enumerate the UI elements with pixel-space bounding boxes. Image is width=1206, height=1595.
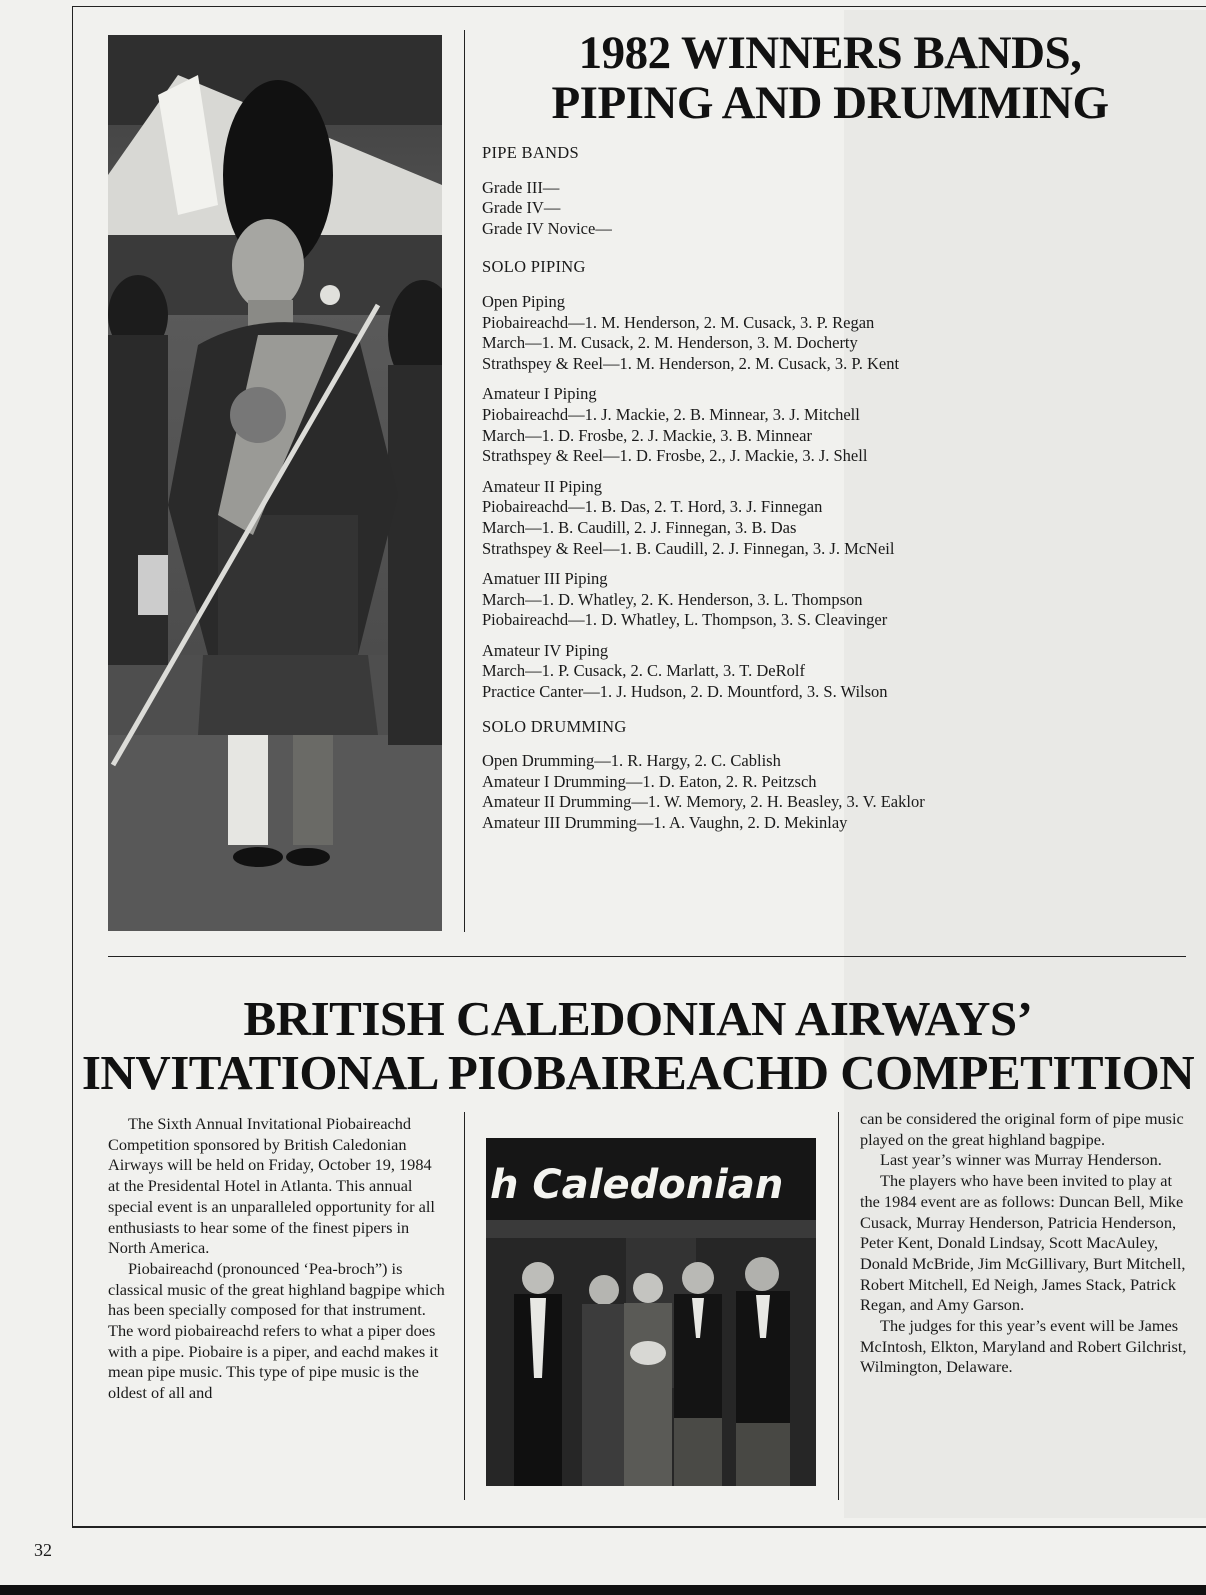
article-paragraph: can be considered the original form of pipe music played on the great highland bagpipe. [860,1109,1184,1149]
result-line: Strathspey & Reel—1. D. Frosbe, 2., J. Mackie, 3. J. Shell [482,446,868,466]
open-piping-group [482,292,1042,374]
result-line: Amateur IV Piping [482,640,609,660]
result-line: Strathspey & Reel—1. M. Henderson, 2. M. Cusack, 3. P. Kent [482,353,900,373]
result-line: Piobaireachd—1. M. Henderson, 2. M. Cusack, 3. P. Regan [482,312,875,332]
result-line: Piobaireachd—1. B. Das, 2. T. Hord, 3. J. Finnegan [482,497,823,517]
result-line: March—1. D. Whatley, 2. K. Henderson, 3. L. Thompson [482,589,863,609]
photo-banner-text: h Caledonian [490,1162,784,1208]
amateur-1-piping-group [482,384,1042,466]
result-line: Grade IV— [482,198,561,218]
amateur-2-piping-group [482,477,1042,559]
frame-top-rule [72,6,1206,7]
section-heading-solo-drumming: SOLO DRUMMING [482,716,627,736]
section-divider [108,956,1186,957]
solo-drumming-group [482,751,1042,833]
result-line: Grade III— [482,177,560,197]
result-line: Amatuer III Piping [482,569,608,589]
piper-photo [108,35,442,931]
frame-bottom-rule [72,1526,1206,1528]
pipe-bands-group [482,178,1042,240]
winners-headline-line1: 1982 WINNERS BANDS, [578,27,1082,79]
winners-headline-line2: PIPING AND DRUMMING [551,77,1109,129]
page-number: 32 [34,1540,52,1560]
section-heading-solo-piping: SOLO PIPING [482,257,586,277]
result-line: Strathspey & Reel—1. B. Caudill, 2. J. Finnegan, 3. J. McNeil [482,538,895,558]
article-headline-line1: BRITISH CALEDONIAN AIRWAYS’ [243,991,1033,1046]
winners-headline [470,28,1190,128]
column-divider [464,30,465,932]
result-line: Amateur I Drumming—1. D. Eaton, 2. R. Peitzsch [482,771,817,791]
result-line: Grade IV Novice— [482,218,612,238]
article-paragraph: The Sixth Annual Invitational Piobaireachd Competition sponsored by British Caledonian Airways will be held on Friday, October 19, 1984 at the Presidental Hotel in Atlanta. This annual special event is an unparalleled opportunity for all enthusiasts to hear some of the finest pipers in North America. [108,1114,435,1258]
article-paragraph: The judges for this year’s event will be James McIntosh, Elkton, Maryland and Robert Gilchrist, Wilmington, Delaware. [860,1316,1187,1377]
article-headline [70,992,1206,1100]
frame-left-rule [72,6,73,1526]
result-line: Open Drumming—1. R. Hargy, 2. C. Cablish [482,751,781,771]
article-paragraph: Last year’s winner was Murray Henderson. [880,1150,1162,1170]
result-line: Amateur III Drumming—1. A. Vaughn, 2. D. Mekinlay [482,813,848,833]
section-heading-pipe-bands: PIPE BANDS [482,143,579,162]
article-paragraph: Piobaireachd (pronounced ‘Pea-broch”) is classical music of the great highland bagpipe which has been specially composed for that instrument. The word piobaireachd refers to what a piper does with a pipe. Piobaire is a piper, and eachd makes it mean pipe music. This type of pipe music is the oldest of all and [108,1258,445,1403]
article-headline-line2: INVITATIONAL PIOBAIREACHD COMPETITION [81,1045,1195,1100]
article-column-left [108,1114,446,1404]
result-line: Open Piping [482,291,565,311]
amateur-3-piping-group [482,569,1042,631]
article-paragraph: The players who have been invited to play at the 1984 event are as follows: Duncan Bell, Mike Cusack, Murray Henderson, Patricia Henderson, Peter Kent, Donald Lindsay, Scott MacAuley, Donald McBride, Jim McGillivary, Burt Mitchell, Robert Mitchell, Ed Neigh, James Stack, Patrick Regan, and Amy Garson. [860,1171,1186,1315]
column-divider-right [838,1112,839,1500]
amateur-4-piping-group [482,641,1042,703]
results-list [482,143,1042,844]
result-line: March—1. M. Cusack, 2. M. Henderson, 3. M. Docherty [482,333,858,353]
result-line: Piobaireachd—1. J. Mackie, 2. B. Minnear, 3. J. Mitchell [482,404,860,424]
result-line: Amateur II Piping [482,476,603,496]
result-line: Amateur I Piping [482,384,597,404]
result-line: Piobaireachd—1. D. Whatley, L. Thompson, 3. S. Cleavinger [482,610,888,630]
group-photo [486,1138,816,1486]
column-divider-left [464,1112,465,1500]
result-line: Amateur II Drumming—1. W. Memory, 2. H. Beasley, 3. V. Eaklor [482,792,925,812]
result-line: March—1. B. Caudill, 2. J. Finnegan, 3. B. Das [482,517,797,537]
result-line: Practice Canter—1. J. Hudson, 2. D. Mountford, 3. S. Wilson [482,682,888,702]
scan-edge [0,1585,1206,1595]
result-line: March—1. P. Cusack, 2. C. Marlatt, 3. T. DeRolf [482,661,805,681]
result-line: March—1. D. Frosbe, 2. J. Mackie, 3. B. Minnear [482,425,812,445]
article-column-right [860,1109,1188,1378]
